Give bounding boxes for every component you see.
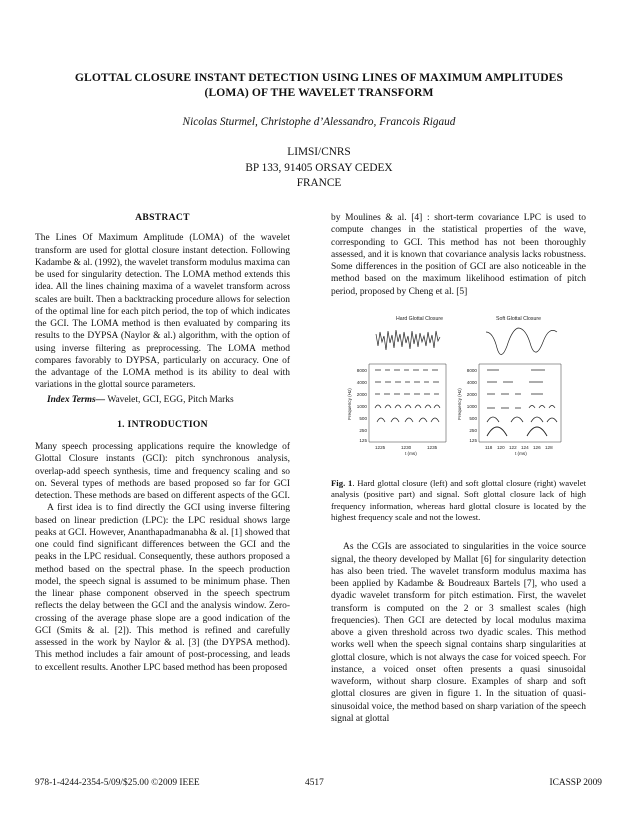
title-line-1: GLOTTAL CLOSURE INSTANT DETECTION USING LINES OF MAXIMUM AMPLITUDES xyxy=(74,71,564,84)
right-paragraph-top: by Moulines & al. [4] : short-term covariance LPC is used to compute changes in the statistical properties of the wave, corresponding to GCI. This method has not been thoroughly assessed, and it is known that covariance analysis lacks robustness. Some differences in the position of GCI are also noticeable in the method based on the maximum likelihood estimation of pitch period, proposed by Cheng et al. [5] xyxy=(331,213,586,297)
index-terms-label: Index Terms— xyxy=(47,394,106,405)
right-column xyxy=(331,212,586,725)
right-tick-250: 250 xyxy=(469,427,477,433)
figure-1-caption xyxy=(331,478,586,524)
footer-page-number: 4517 xyxy=(305,778,324,788)
left-tick-500: 500 xyxy=(359,415,367,421)
fig-right-title: Soft Glottal Closure xyxy=(496,315,541,322)
right-xlabel: t (ms) xyxy=(515,450,527,456)
left-tick-8000: 8000 xyxy=(356,367,367,373)
left-wavelet-panel xyxy=(347,364,446,456)
right-tick-4000: 4000 xyxy=(466,379,477,385)
affiliation xyxy=(40,145,598,192)
right-xtick-128: 128 xyxy=(545,444,553,450)
left-tick-4000: 4000 xyxy=(356,379,367,385)
abstract-heading: ABSTRACT xyxy=(135,212,190,223)
right-tick-125: 125 xyxy=(469,437,477,443)
fig-left-title: Hard Glottal Closure xyxy=(396,315,443,322)
right-paragraph-after: As the CGIs are associated to singularities in the voice source signal, the theory developed by Mallat [6] for singularity detection has also been tried. The wavelet transform modulus maxima has been applied by Kadambe & Boudreaux Bartels [7], who used a dyadic wavelet transform for pitch estimation. First, the wavelet transform is computed on the 2 or 3 smallest scales (high frequencies). Then GCI are detected by local modulus maxima above a given threshold across two dyadic scales. This method works well when the speech signal contains sharp singularities at glottal closure, which is not always the case for voiced speech. For instance, a voiced onset often presents a quasi sinusoidal waveform, without sharp closure. Examples of sharp and soft glottal closures are given in figure 1. In the situation of quasi-sinusoidal voice, the method based on sharp variation of the speech signal at glottal xyxy=(331,542,586,724)
abstract-text: The Lines Of Maximum Amplitude (LOMA) of the wavelet transform are used for glottal closure instant detection. Following Kadambe & al. (1992), the wavelet transform modulus maxima can be used for singularity detection. The LOMA method extends this idea. All the lines chaining maxima of a wavelet transform across scales are built. Then a backtracking procedure allows for selection of the optimal line for each pitch period, the top of which indicates the GCI. The LOMA method is then evaluated by comparing its results to the DYPSA (Naylor & al.) algorithm, with the option of using inverse filtering as preprocessing. The LOMA method compares favorably to DYPSA, particularly on accuracy. One of the advantage of the LOMA method is its ability to deal with variations in the glottal source parameters. xyxy=(35,233,290,391)
right-xtick-120: 120 xyxy=(497,444,505,450)
intro-heading: 1. INTRODUCTION xyxy=(117,418,208,430)
intro-paragraph-1: Many speech processing applications require the knowledge of Glottal Closure instants (GCI): pitch synchronous analysis, overlap-add speech synthesis, time and frequency scaling and so on. Several types of methods are based proposed so far for GCI detection. These methods are based on different aspects of the GCI. xyxy=(35,442,290,501)
intro-paragraph-2: A first idea is to find directly the GCI using inverse filtering based on linear prediction (LPC): the LPC residual shows large peaks at GCI. However, Ananthapadmanabha & al. [1] showed that one could find significant differences between the GCI and the peaks in the LPC residual. Consequently, these authors proposed a method based on the spectral phase. In the speech production model, the speech signal is assumed to be minimum phase. Then the linear phase component observed in the speech spectrum reflects the delay between the GCI and the analysis window. Zero-crossing of the average phase slope are a good indication of the GCI (Smits & al. [2]). This method is refined and carefully assessed in the work by Naylor & al. [3] (the DYPSA method). This method includes a fair amount of post-processing, and leads to excellent results. Another LPC based method has been proposed xyxy=(35,503,290,673)
affiliation-line-2: BP 133, 91405 ORSAY CEDEX xyxy=(245,161,393,174)
left-signal-panel xyxy=(376,330,440,350)
right-xtick-124: 124 xyxy=(521,444,529,450)
right-tick-8000: 8000 xyxy=(466,367,477,373)
left-xtick-1230: 1230 xyxy=(401,444,412,450)
figure-1-graphic xyxy=(331,312,586,464)
footer-venue: ICASSP 2009 xyxy=(549,778,602,788)
right-tick-2000: 2000 xyxy=(466,391,477,397)
right-signal-panel xyxy=(486,328,557,355)
right-signal-trace xyxy=(486,328,557,355)
left-tick-125: 125 xyxy=(359,437,367,443)
right-xtick-126: 126 xyxy=(533,444,541,450)
right-wavelet-panel xyxy=(457,364,561,456)
right-xtick-122: 122 xyxy=(509,444,517,450)
affiliation-line-3: FRANCE xyxy=(296,177,342,189)
left-ylabel: Frequency (Hz) xyxy=(347,387,352,420)
caption-text: . Hard glottal closure (left) and soft glottal closure (right) wavelet analysis (positive part) and signal. Soft glottal closure lack of high frequency information, whereas hard glottal closure is located by the highest frequency scale and not the lowest. xyxy=(331,477,586,522)
figure-1 xyxy=(331,312,586,464)
left-tick-1000: 1000 xyxy=(356,403,367,409)
authors: Nicolas Sturmel, Christophe d’Alessandro, Francois Rigaud xyxy=(182,116,456,128)
caption-label: Fig. 1 xyxy=(331,477,353,488)
left-column xyxy=(35,212,290,674)
left-xlabel: t (ms) xyxy=(405,450,417,456)
right-tick-500: 500 xyxy=(469,415,477,421)
left-tick-250: 250 xyxy=(359,427,367,433)
index-terms xyxy=(35,394,290,406)
affiliation-line-1: LIMSI/CNRS xyxy=(287,146,351,158)
left-tick-2000: 2000 xyxy=(356,391,367,397)
paper-title xyxy=(40,70,598,100)
right-xtick-118: 118 xyxy=(485,444,493,450)
left-signal-trace xyxy=(376,330,440,350)
right-tick-1000: 1000 xyxy=(466,403,477,409)
right-ylabel: Frequency (Hz) xyxy=(457,387,462,420)
left-xtick-1225: 1225 xyxy=(375,444,386,450)
title-line-2: (LOMA) OF THE WAVELET TRANSFORM xyxy=(204,86,434,99)
footer-isbn: 978-1-4244-2354-5/09/$25.00 ©2009 IEEE xyxy=(35,778,200,788)
index-terms-text: Wavelet, GCI, EGG, Pitch Marks xyxy=(105,394,234,405)
left-xtick-1235: 1235 xyxy=(427,444,438,450)
